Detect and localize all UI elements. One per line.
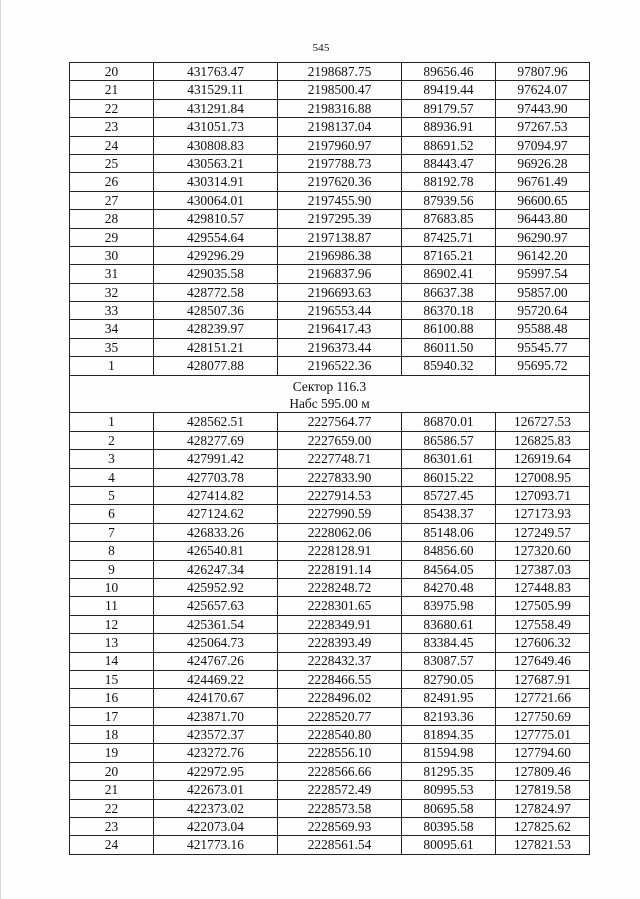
coord-x-cell: 430808.83: [154, 136, 278, 154]
coord-x-cell: 431051.73: [154, 118, 278, 136]
coord-y-local-cell: 127821.53: [496, 836, 590, 854]
table-row: [70, 762, 590, 780]
coord-x-local-cell: 84564.05: [402, 560, 496, 578]
point-number-cell: 20: [70, 63, 154, 81]
table-row: [70, 118, 590, 136]
coord-y-cell: 2227990.59: [278, 505, 402, 523]
coord-x-local-cell: 88936.91: [402, 118, 496, 136]
table-row: [70, 523, 590, 541]
coord-y-cell: 2196522.36: [278, 357, 402, 375]
coord-x-cell: 428239.97: [154, 320, 278, 338]
coord-y-local-cell: 127606.32: [496, 634, 590, 652]
coord-x-cell: 429296.29: [154, 246, 278, 264]
coord-x-cell: 426540.81: [154, 542, 278, 560]
table-row: [70, 726, 590, 744]
coord-y-cell: 2228540.80: [278, 726, 402, 744]
coord-x-cell: 431529.11: [154, 81, 278, 99]
point-number-cell: 23: [70, 118, 154, 136]
coord-x-local-cell: 86015.22: [402, 468, 496, 486]
table-row: [70, 670, 590, 688]
coord-y-cell: 2197788.73: [278, 154, 402, 172]
coord-y-cell: 2197620.36: [278, 173, 402, 191]
coord-x-local-cell: 89419.44: [402, 81, 496, 99]
point-number-cell: 33: [70, 302, 154, 320]
coord-x-cell: 424469.22: [154, 670, 278, 688]
coord-y-local-cell: 127825.62: [496, 818, 590, 836]
table-row: [70, 357, 590, 375]
table-row: [70, 486, 590, 504]
coord-y-local-cell: 127809.46: [496, 762, 590, 780]
point-number-cell: 2: [70, 431, 154, 449]
coord-y-local-cell: 97094.97: [496, 136, 590, 154]
point-number-cell: 8: [70, 542, 154, 560]
coord-y-cell: 2227659.00: [278, 431, 402, 449]
coord-y-cell: 2228062.06: [278, 523, 402, 541]
coord-x-local-cell: 83680.61: [402, 615, 496, 633]
point-number-cell: 28: [70, 210, 154, 228]
coord-x-cell: 422673.01: [154, 781, 278, 799]
coord-x-cell: 428562.51: [154, 413, 278, 431]
coordinates-block-1: [70, 63, 590, 376]
coord-y-local-cell: 127819.58: [496, 781, 590, 799]
coord-y-local-cell: 96443.80: [496, 210, 590, 228]
point-number-cell: 17: [70, 707, 154, 725]
table-row: [70, 578, 590, 596]
coord-x-cell: 423572.37: [154, 726, 278, 744]
coord-y-local-cell: 97624.07: [496, 81, 590, 99]
coord-y-cell: 2198137.04: [278, 118, 402, 136]
sector-title: Сектор 116.3: [70, 375, 590, 395]
coord-x-local-cell: 85438.37: [402, 505, 496, 523]
coord-y-local-cell: 97807.96: [496, 63, 590, 81]
table-row: [70, 450, 590, 468]
coord-x-local-cell: 89656.46: [402, 63, 496, 81]
coord-y-cell: 2198687.75: [278, 63, 402, 81]
point-number-cell: 20: [70, 762, 154, 780]
point-number-cell: 18: [70, 726, 154, 744]
point-number-cell: 35: [70, 338, 154, 356]
coord-y-cell: 2197295.39: [278, 210, 402, 228]
coord-y-cell: 2228573.58: [278, 799, 402, 817]
coord-x-cell: 430064.01: [154, 191, 278, 209]
coord-x-cell: 428772.58: [154, 283, 278, 301]
coord-x-cell: 423871.70: [154, 707, 278, 725]
table-row: [70, 191, 590, 209]
table-row: [70, 634, 590, 652]
coord-x-local-cell: 87939.56: [402, 191, 496, 209]
coord-y-cell: 2227748.71: [278, 450, 402, 468]
point-number-cell: 5: [70, 486, 154, 504]
coord-x-cell: 431291.84: [154, 99, 278, 117]
table-row: [70, 265, 590, 283]
coord-x-local-cell: 87683.85: [402, 210, 496, 228]
coord-x-local-cell: 86870.01: [402, 413, 496, 431]
coord-y-local-cell: 96761.49: [496, 173, 590, 191]
coord-y-cell: 2228393.49: [278, 634, 402, 652]
coord-x-cell: 427414.82: [154, 486, 278, 504]
coord-x-local-cell: 86637.38: [402, 283, 496, 301]
table-row: [70, 413, 590, 431]
coord-x-cell: 424170.67: [154, 689, 278, 707]
point-number-cell: 21: [70, 81, 154, 99]
sector-habs: Набс 595.00 м: [70, 395, 590, 413]
point-number-cell: 29: [70, 228, 154, 246]
coord-x-cell: 422373.02: [154, 799, 278, 817]
coord-x-cell: 425952.92: [154, 578, 278, 596]
coord-x-cell: 428277.69: [154, 431, 278, 449]
point-number-cell: 23: [70, 818, 154, 836]
point-number-cell: 11: [70, 597, 154, 615]
table-row: [70, 99, 590, 117]
coord-x-cell: 423272.76: [154, 744, 278, 762]
coord-y-local-cell: 127649.46: [496, 652, 590, 670]
coord-x-local-cell: 85940.32: [402, 357, 496, 375]
coord-y-local-cell: 95997.54: [496, 265, 590, 283]
coord-x-local-cell: 80695.58: [402, 799, 496, 817]
coord-y-local-cell: 95857.00: [496, 283, 590, 301]
coord-x-local-cell: 81894.35: [402, 726, 496, 744]
table-row: [70, 154, 590, 172]
coord-y-cell: 2228432.37: [278, 652, 402, 670]
coord-y-cell: 2197960.97: [278, 136, 402, 154]
coord-x-cell: 428077.88: [154, 357, 278, 375]
coord-x-local-cell: 84270.48: [402, 578, 496, 596]
point-number-cell: 13: [70, 634, 154, 652]
point-number-cell: 19: [70, 744, 154, 762]
point-number-cell: 34: [70, 320, 154, 338]
coord-x-local-cell: 83975.98: [402, 597, 496, 615]
coord-y-local-cell: 127320.60: [496, 542, 590, 560]
coord-x-local-cell: 86902.41: [402, 265, 496, 283]
table-row: [70, 542, 590, 560]
coord-x-cell: 425657.63: [154, 597, 278, 615]
table-row: [70, 652, 590, 670]
table-row: [70, 597, 590, 615]
table-row: [70, 338, 590, 356]
coord-x-local-cell: 89179.57: [402, 99, 496, 117]
point-number-cell: 9: [70, 560, 154, 578]
table-row: [70, 744, 590, 762]
coord-y-local-cell: 127387.03: [496, 560, 590, 578]
coord-x-cell: 427991.42: [154, 450, 278, 468]
coord-x-cell: 430563.21: [154, 154, 278, 172]
table-row: [70, 468, 590, 486]
coord-y-local-cell: 127775.01: [496, 726, 590, 744]
table-row: [70, 505, 590, 523]
coord-x-cell: 427703.78: [154, 468, 278, 486]
coord-y-cell: 2228349.91: [278, 615, 402, 633]
point-number-cell: 1: [70, 357, 154, 375]
table-row: [70, 836, 590, 854]
coord-y-cell: 2196837.96: [278, 265, 402, 283]
point-number-cell: 3: [70, 450, 154, 468]
table-row: [70, 431, 590, 449]
coord-y-local-cell: 96600.65: [496, 191, 590, 209]
coord-y-cell: 2198316.88: [278, 99, 402, 117]
coord-y-local-cell: 127093.71: [496, 486, 590, 504]
table-row: [70, 320, 590, 338]
coord-y-local-cell: 95588.48: [496, 320, 590, 338]
coord-x-cell: 426833.26: [154, 523, 278, 541]
coord-x-cell: 431763.47: [154, 63, 278, 81]
coord-x-local-cell: 88691.52: [402, 136, 496, 154]
coord-x-local-cell: 87425.71: [402, 228, 496, 246]
table-row: [70, 283, 590, 301]
point-number-cell: 24: [70, 136, 154, 154]
coord-x-local-cell: 82193.36: [402, 707, 496, 725]
table-row: [70, 173, 590, 191]
coord-y-local-cell: 97267.53: [496, 118, 590, 136]
coord-y-local-cell: 96926.28: [496, 154, 590, 172]
coord-x-cell: 429810.57: [154, 210, 278, 228]
coord-y-cell: 2228248.72: [278, 578, 402, 596]
coord-x-cell: 425064.73: [154, 634, 278, 652]
table-row: [70, 689, 590, 707]
coord-y-cell: 2228301.65: [278, 597, 402, 615]
coord-x-local-cell: 80395.58: [402, 818, 496, 836]
coord-x-cell: 428507.36: [154, 302, 278, 320]
point-number-cell: 12: [70, 615, 154, 633]
point-number-cell: 6: [70, 505, 154, 523]
coord-x-local-cell: 80995.53: [402, 781, 496, 799]
coord-x-cell: 425361.54: [154, 615, 278, 633]
point-number-cell: 7: [70, 523, 154, 541]
point-number-cell: 24: [70, 836, 154, 854]
point-number-cell: 31: [70, 265, 154, 283]
coord-y-local-cell: 127721.66: [496, 689, 590, 707]
point-number-cell: 4: [70, 468, 154, 486]
table-row: [70, 302, 590, 320]
table-row: [70, 560, 590, 578]
table-row: [70, 246, 590, 264]
table-row: [70, 136, 590, 154]
coord-x-local-cell: 82491.95: [402, 689, 496, 707]
coord-x-cell: 422073.04: [154, 818, 278, 836]
coord-x-local-cell: 80095.61: [402, 836, 496, 854]
coord-y-local-cell: 126919.64: [496, 450, 590, 468]
table-row: [70, 818, 590, 836]
point-number-cell: 25: [70, 154, 154, 172]
coord-y-cell: 2197455.90: [278, 191, 402, 209]
point-number-cell: 22: [70, 99, 154, 117]
coord-y-cell: 2228566.66: [278, 762, 402, 780]
coord-y-local-cell: 96142.20: [496, 246, 590, 264]
point-number-cell: 30: [70, 246, 154, 264]
coord-y-cell: 2228466.55: [278, 670, 402, 688]
coord-x-local-cell: 85148.06: [402, 523, 496, 541]
coord-x-local-cell: 84856.60: [402, 542, 496, 560]
table-row: [70, 799, 590, 817]
coord-y-cell: 2228561.54: [278, 836, 402, 854]
coord-y-cell: 2227914.53: [278, 486, 402, 504]
coord-y-local-cell: 127505.99: [496, 597, 590, 615]
coord-y-local-cell: 127794.60: [496, 744, 590, 762]
point-number-cell: 32: [70, 283, 154, 301]
table-row: [70, 615, 590, 633]
coord-y-local-cell: 127008.95: [496, 468, 590, 486]
coord-x-cell: 427124.62: [154, 505, 278, 523]
coord-y-cell: 2196373.44: [278, 338, 402, 356]
coord-x-cell: 422972.95: [154, 762, 278, 780]
table-row: [70, 228, 590, 246]
point-number-cell: 10: [70, 578, 154, 596]
coord-x-local-cell: 82790.05: [402, 670, 496, 688]
coord-y-cell: 2227564.77: [278, 413, 402, 431]
coord-y-cell: 2198500.47: [278, 81, 402, 99]
point-number-cell: 21: [70, 781, 154, 799]
coord-y-local-cell: 95545.77: [496, 338, 590, 356]
coord-y-local-cell: 97443.90: [496, 99, 590, 117]
coord-y-cell: 2228569.93: [278, 818, 402, 836]
coord-x-local-cell: 81594.98: [402, 744, 496, 762]
coord-x-local-cell: 83087.57: [402, 652, 496, 670]
coord-x-local-cell: 86100.88: [402, 320, 496, 338]
point-number-cell: 26: [70, 173, 154, 191]
coord-x-local-cell: 88443.47: [402, 154, 496, 172]
point-number-cell: 1: [70, 413, 154, 431]
coord-y-local-cell: 127750.69: [496, 707, 590, 725]
coord-y-local-cell: 95695.72: [496, 357, 590, 375]
table-row: [70, 210, 590, 228]
point-number-cell: 15: [70, 670, 154, 688]
coord-y-cell: 2228520.77: [278, 707, 402, 725]
coord-x-local-cell: 87165.21: [402, 246, 496, 264]
coord-y-cell: 2228128.91: [278, 542, 402, 560]
point-number-cell: 14: [70, 652, 154, 670]
coord-x-local-cell: 86370.18: [402, 302, 496, 320]
coord-y-local-cell: 127687.91: [496, 670, 590, 688]
coordinates-table: [69, 62, 590, 855]
page-number: 545: [312, 42, 330, 54]
sector-header: [70, 375, 590, 413]
coord-y-cell: 2197138.87: [278, 228, 402, 246]
coord-y-local-cell: 127249.57: [496, 523, 590, 541]
coord-x-local-cell: 81295.35: [402, 762, 496, 780]
coord-y-local-cell: 127173.93: [496, 505, 590, 523]
coord-x-cell: 424767.26: [154, 652, 278, 670]
coord-y-local-cell: 126727.53: [496, 413, 590, 431]
coord-x-local-cell: 85727.45: [402, 486, 496, 504]
coord-y-cell: 2228496.02: [278, 689, 402, 707]
coord-y-cell: 2228572.49: [278, 781, 402, 799]
coord-y-local-cell: 127448.83: [496, 578, 590, 596]
coord-y-cell: 2227833.90: [278, 468, 402, 486]
table-row: [70, 63, 590, 81]
table-row: [70, 81, 590, 99]
coord-y-cell: 2196553.44: [278, 302, 402, 320]
coord-y-cell: 2196417.43: [278, 320, 402, 338]
coord-x-local-cell: 83384.45: [402, 634, 496, 652]
coord-x-cell: 429554.64: [154, 228, 278, 246]
point-number-cell: 22: [70, 799, 154, 817]
coord-x-cell: 428151.21: [154, 338, 278, 356]
coord-y-local-cell: 95720.64: [496, 302, 590, 320]
coord-x-cell: 421773.16: [154, 836, 278, 854]
coord-y-local-cell: 127558.49: [496, 615, 590, 633]
table-row: [70, 781, 590, 799]
point-number-cell: 27: [70, 191, 154, 209]
coord-x-cell: 430314.91: [154, 173, 278, 191]
coord-x-local-cell: 86586.57: [402, 431, 496, 449]
coordinates-block-2: [70, 413, 590, 854]
coord-x-local-cell: 86011.50: [402, 338, 496, 356]
coord-y-cell: 2196986.38: [278, 246, 402, 264]
coord-y-local-cell: 127824.97: [496, 799, 590, 817]
coord-x-local-cell: 86301.61: [402, 450, 496, 468]
coord-x-cell: 426247.34: [154, 560, 278, 578]
point-number-cell: 16: [70, 689, 154, 707]
coord-x-cell: 429035.58: [154, 265, 278, 283]
coord-y-local-cell: 126825.83: [496, 431, 590, 449]
coord-y-cell: 2228556.10: [278, 744, 402, 762]
coord-y-cell: 2196693.63: [278, 283, 402, 301]
table-row: [70, 707, 590, 725]
coord-x-local-cell: 88192.78: [402, 173, 496, 191]
coord-y-local-cell: 96290.97: [496, 228, 590, 246]
coord-y-cell: 2228191.14: [278, 560, 402, 578]
